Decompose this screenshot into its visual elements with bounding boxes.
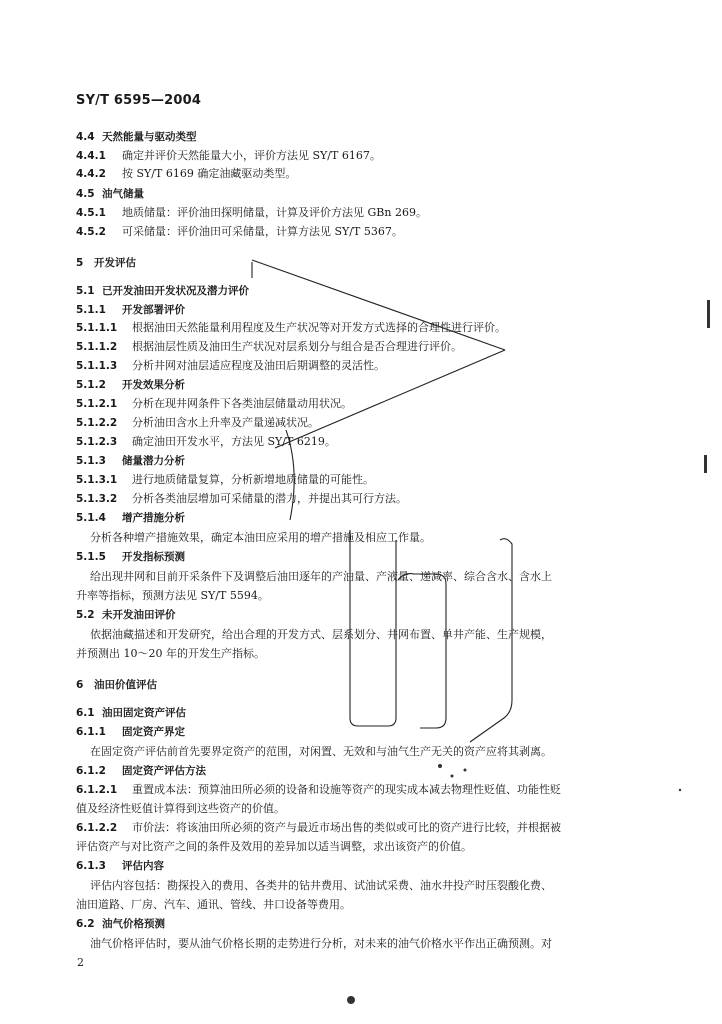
paragraph-text: 分析各类油层增加可采储量的潜力，并提出其可行方法。 xyxy=(132,492,407,505)
body-line xyxy=(76,782,561,798)
paragraph-text: 地质储量：评价油田探明储量，计算及评价方法见 GBn 269。 xyxy=(122,206,427,219)
paragraph-text: 确定油田开发水平，方法见 SY/T 6219。 xyxy=(132,435,336,448)
paragraph-text: 评估内容包括：勘探投入的费用、各类井的钻井费用、试油试采费、油水井投产时压裂酸化费、 xyxy=(90,879,552,892)
margin-mark-1 xyxy=(707,300,710,328)
section-heading xyxy=(76,510,185,526)
paragraph-text: 分析在现井网条件下各类油层储量动用状况。 xyxy=(132,397,352,410)
body-line xyxy=(76,491,407,507)
paragraph-text: 根据油田天然能量利用程度及生产状况等对开发方式选择的合理性进行评价。 xyxy=(132,321,506,334)
section-number: 6 xyxy=(76,679,84,691)
section-number: 5.1.2.3 xyxy=(76,436,118,448)
paragraph-text: 重置成本法：预算油田所必须的设备和设施等资产的现实成本减去物理性贬值、功能性贬 xyxy=(132,783,561,796)
standard-code-header: SY/T 6595—2004 xyxy=(76,93,202,108)
section-heading xyxy=(76,129,197,145)
speck-2 xyxy=(451,775,454,778)
body-line xyxy=(76,897,351,913)
paragraph-text: 给出现井网和目前开采条件下及调整后油田逐年的产油量、产液量、递减率、综合含水、含水上 xyxy=(90,570,552,583)
paragraph-text: 油田道路、厂房、汽车、通讯、管线、井口设备等费用。 xyxy=(76,898,351,911)
section-number: 5.1.3 xyxy=(76,455,106,467)
paragraph-text: 分析井网对油层适应程度及油田后期调整的灵活性。 xyxy=(132,359,385,372)
heading-text: 油气价格预测 xyxy=(102,918,165,930)
artifact-stroke-1 xyxy=(252,260,505,350)
page-number: 2 xyxy=(77,956,84,969)
section-heading xyxy=(76,377,185,393)
artifact-shape-mid xyxy=(398,574,446,728)
heading-text: 评估内容 xyxy=(122,860,164,872)
speck-1 xyxy=(438,764,442,768)
heading-text: 增产措施分析 xyxy=(122,512,185,524)
section-number: 4.4.1 xyxy=(76,150,106,162)
body-line xyxy=(76,320,506,336)
section-number: 6.2 xyxy=(76,918,95,930)
section-heading xyxy=(76,724,185,740)
section-number: 4.5.1 xyxy=(76,207,106,219)
section-number: 5.1.2.2 xyxy=(76,417,118,429)
section-number: 4.5.2 xyxy=(76,226,106,238)
body-line xyxy=(76,434,336,450)
section-number: 4.4.2 xyxy=(76,168,106,180)
paragraph-text: 在固定资产评估前首先要界定资产的范围，对闲置、无效和与油气生产无关的资产应将其剥离。 xyxy=(90,745,552,758)
section-number: 6.1 xyxy=(76,707,95,719)
paragraph-text: 确定并评价天然能量大小，评价方法见 SY/T 6167。 xyxy=(122,149,381,162)
body-line xyxy=(76,358,385,374)
speck-5 xyxy=(679,789,681,791)
section-number: 5.1.1.1 xyxy=(76,322,118,334)
paragraph-text: 市价法：将该油田所必须的资产与最近市场出售的类似或可比的资产进行比较，并根据被 xyxy=(132,821,561,834)
paragraph-text: 根据油层性质及油田生产状况对层系划分与组合是否合理进行评价。 xyxy=(132,340,462,353)
section-number: 5.1.3.1 xyxy=(76,474,118,486)
heading-text: 未开发油田评价 xyxy=(102,609,176,621)
body-line xyxy=(76,224,403,240)
section-number: 5.1 xyxy=(76,285,95,297)
paragraph-text: 进行地质储量复算，分析新增地质储量的可能性。 xyxy=(132,473,374,486)
section-number: 5.1.4 xyxy=(76,512,106,524)
paragraph-text: 升率等指标，预测方法见 SY/T 5594。 xyxy=(76,589,269,602)
margin-mark-2 xyxy=(704,455,707,473)
heading-text: 天然能量与驱动类型 xyxy=(102,131,197,143)
section-heading xyxy=(76,255,136,271)
section-number: 4.5 xyxy=(76,188,95,200)
section-heading xyxy=(76,607,176,623)
body-line xyxy=(76,744,552,760)
section-number: 5.1.2 xyxy=(76,379,106,391)
section-number: 5.1.5 xyxy=(76,551,106,563)
paragraph-text: 并预测出 10～20 年的开发生产指标。 xyxy=(76,647,265,660)
body-line xyxy=(76,820,561,836)
heading-text: 储量潜力分析 xyxy=(122,455,185,467)
body-line xyxy=(76,339,462,355)
body-line xyxy=(76,148,381,164)
body-line xyxy=(76,415,319,431)
body-line xyxy=(76,936,552,952)
paragraph-text: 按 SY/T 6169 确定油藏驱动类型。 xyxy=(122,167,297,180)
section-number: 5.2 xyxy=(76,609,95,621)
section-number: 4.4 xyxy=(76,131,95,143)
body-line xyxy=(76,588,269,604)
speck-4 xyxy=(347,996,355,1004)
section-number: 6.1.3 xyxy=(76,860,106,872)
body-line xyxy=(76,839,472,855)
section-heading xyxy=(76,858,164,874)
speck-3 xyxy=(464,769,467,772)
section-heading xyxy=(76,186,144,202)
section-heading xyxy=(76,302,185,318)
section-number: 5 xyxy=(76,257,84,269)
body-line xyxy=(76,627,552,643)
section-heading xyxy=(76,549,185,565)
section-number: 5.1.1.2 xyxy=(76,341,118,353)
heading-text: 油田固定资产评估 xyxy=(102,707,186,719)
paragraph-text: 可采储量：评价油田可采储量，计算方法见 SY/T 5367。 xyxy=(122,225,403,238)
paragraph-text: 分析油田含水上升率及产量递减状况。 xyxy=(132,416,319,429)
section-heading xyxy=(76,705,186,721)
paragraph-text: 油气价格评估时，要从油气价格长期的走势进行分析，对未来的油气价格水平作出正确预测。对 xyxy=(90,937,552,950)
heading-text: 已开发油田开发状况及潜力评价 xyxy=(102,285,249,297)
heading-text: 油田价值评估 xyxy=(94,679,157,691)
heading-text: 固定资产评估方法 xyxy=(122,765,206,777)
body-line xyxy=(76,569,552,585)
section-number: 6.1.2.1 xyxy=(76,784,118,796)
body-line xyxy=(76,166,296,182)
section-number: 5.1.1.3 xyxy=(76,360,118,372)
heading-text: 油气储量 xyxy=(102,188,144,200)
section-number: 5.1.2.1 xyxy=(76,398,118,410)
paragraph-text: 分析各种增产措施效果，确定本油田应采用的增产措施及相应工作量。 xyxy=(90,531,431,544)
heading-text: 固定资产界定 xyxy=(122,726,185,738)
section-number: 6.1.2.2 xyxy=(76,822,118,834)
section-number: 6.1.2 xyxy=(76,765,106,777)
section-heading xyxy=(76,763,206,779)
paragraph-text: 评估资产与对比资产之间的条件及效用的差异加以适当调整，求出该资产的价值。 xyxy=(76,840,472,853)
section-heading xyxy=(76,283,249,299)
section-heading xyxy=(76,453,185,469)
body-line xyxy=(76,878,552,894)
section-number: 6.1.1 xyxy=(76,726,106,738)
heading-text: 开发评估 xyxy=(94,257,136,269)
body-line xyxy=(76,801,285,817)
section-number: 5.1.1 xyxy=(76,304,106,316)
heading-text: 开发指标预测 xyxy=(122,551,185,563)
body-line xyxy=(76,530,431,546)
body-line xyxy=(76,205,427,221)
heading-text: 开发效果分析 xyxy=(122,379,185,391)
body-line xyxy=(76,646,265,662)
section-number: 5.1.3.2 xyxy=(76,493,118,505)
section-heading xyxy=(76,916,165,932)
body-line xyxy=(76,472,374,488)
body-line xyxy=(76,396,352,412)
paragraph-text: 值及经济性贬值计算得到这些资产的价值。 xyxy=(76,802,285,815)
paragraph-text: 依据油藏描述和开发研究，给出合理的开发方式、层系划分、井网布置、单井产能、生产规模， xyxy=(90,628,552,641)
section-heading xyxy=(76,677,157,693)
heading-text: 开发部署评价 xyxy=(122,304,185,316)
